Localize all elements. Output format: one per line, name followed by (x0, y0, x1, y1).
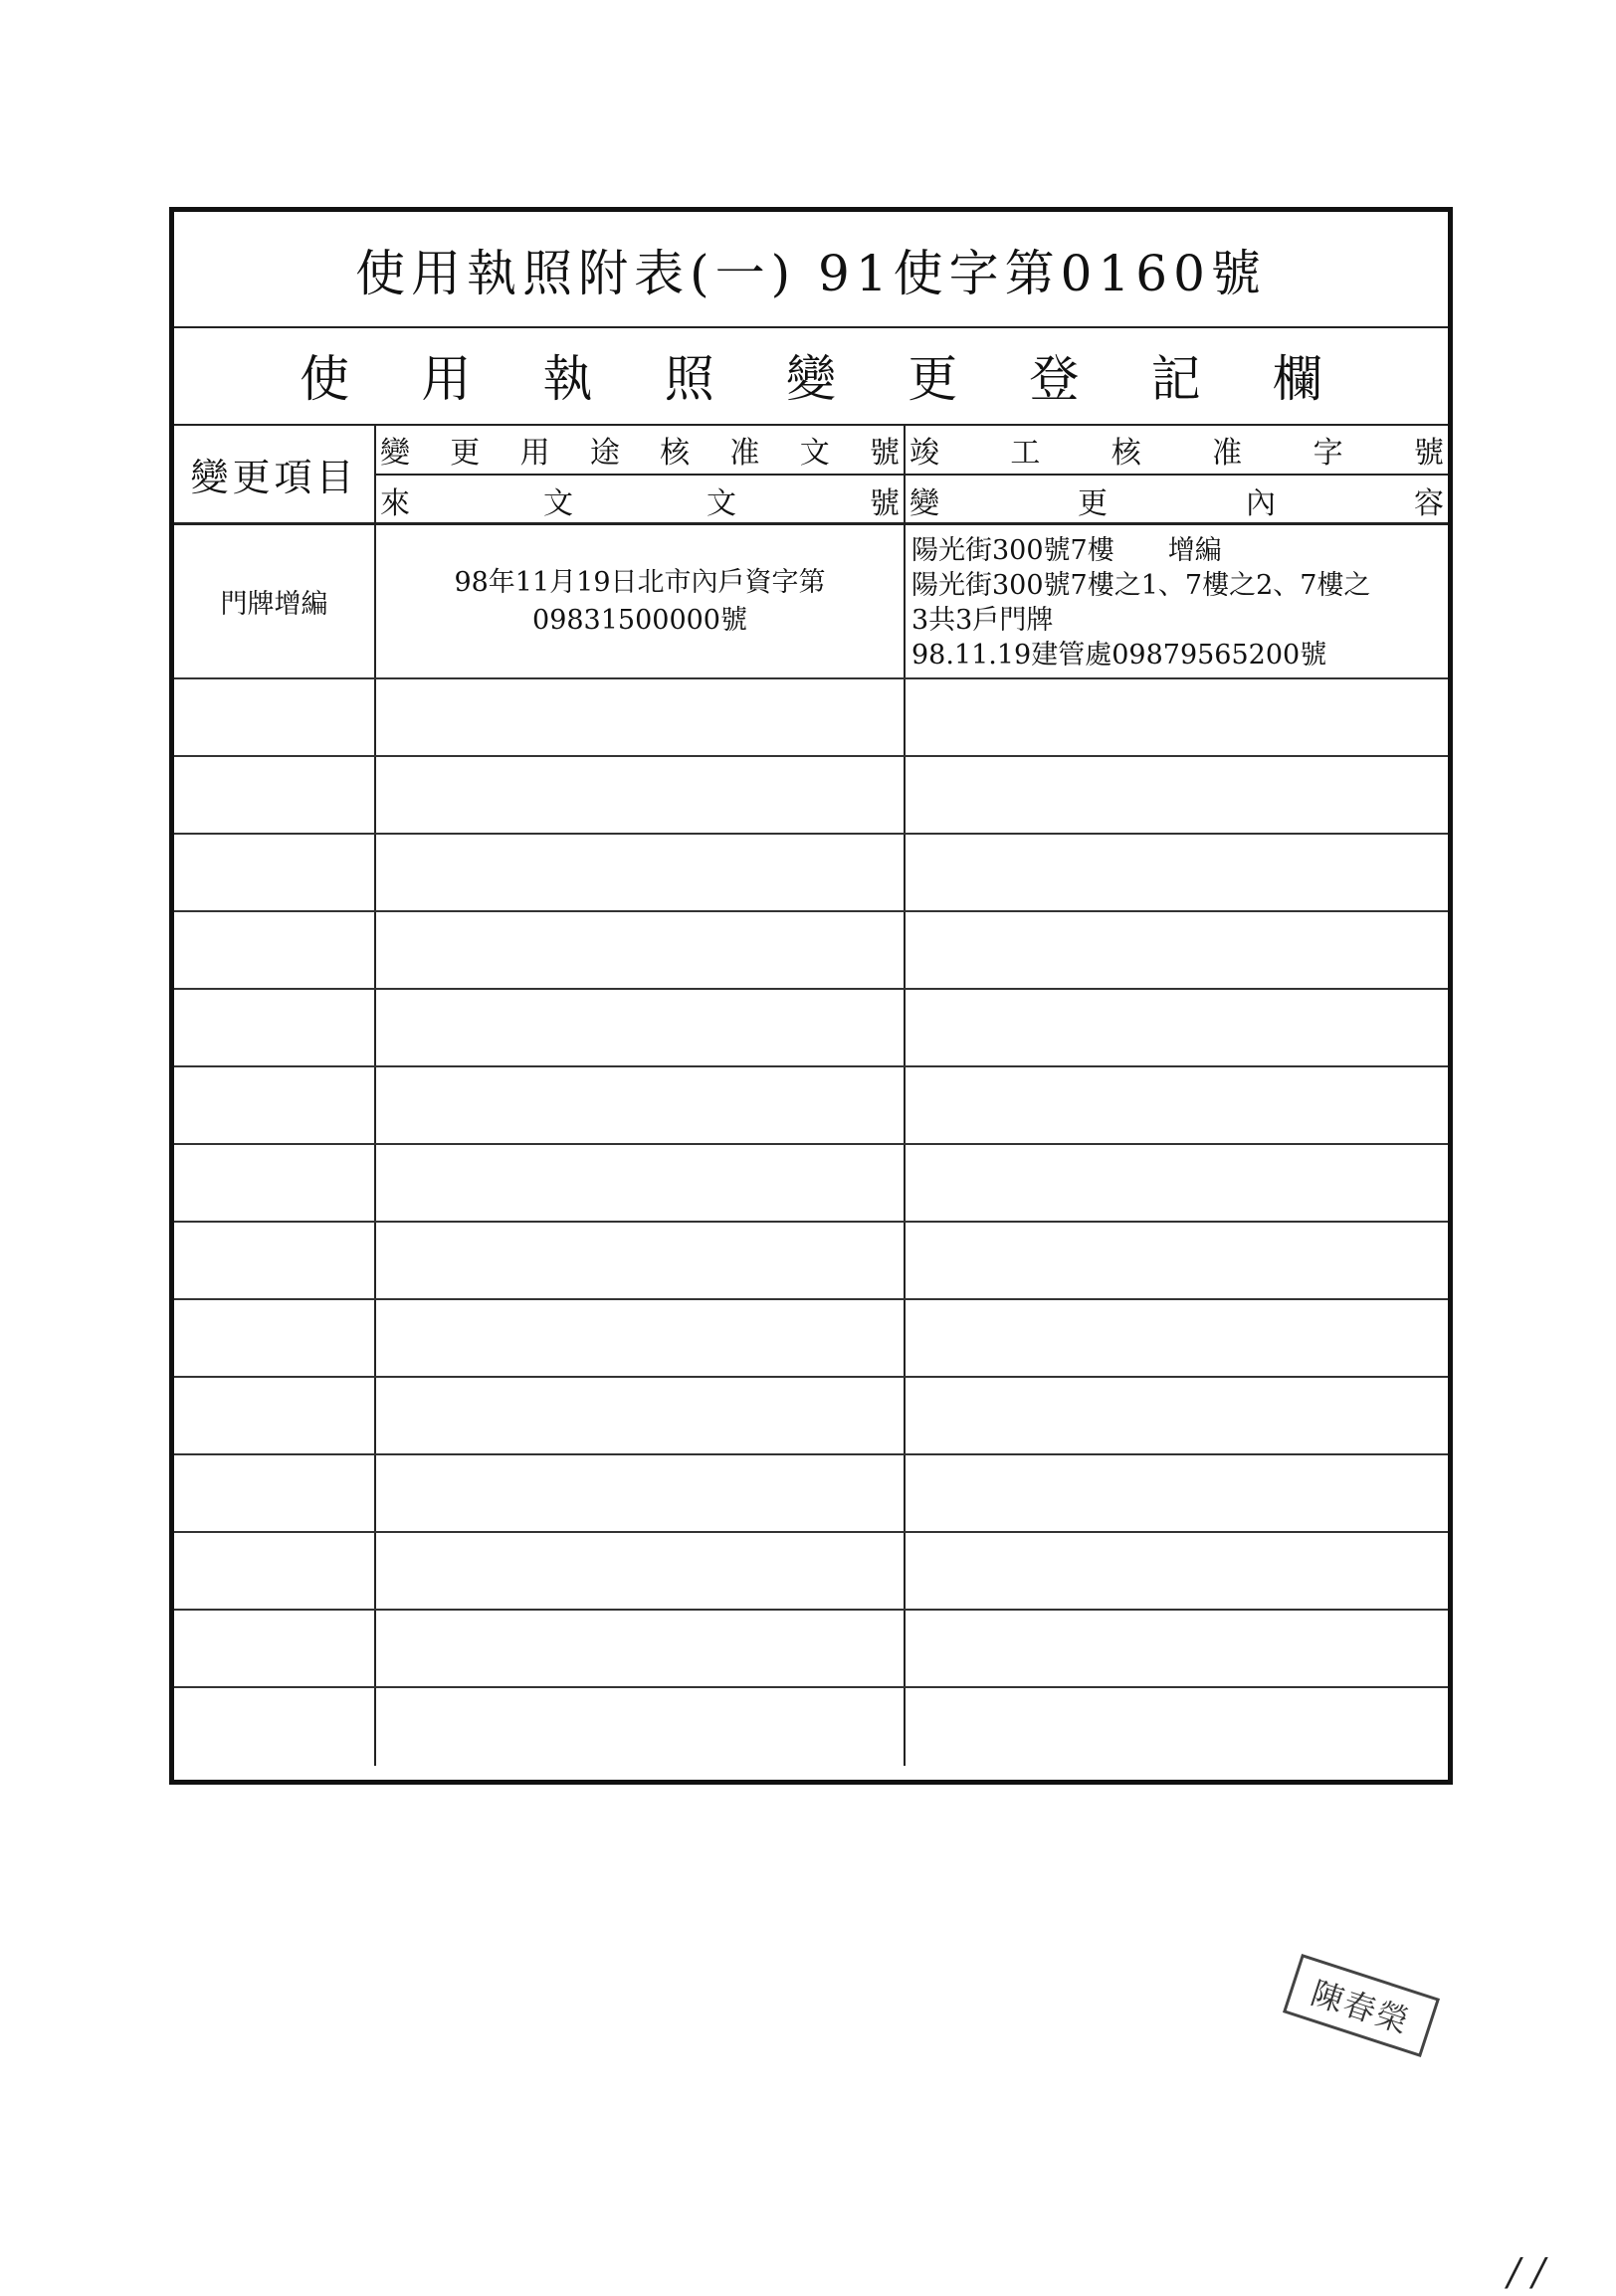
header-char: 字 (1313, 436, 1343, 471)
table-row (174, 1533, 1448, 1611)
approval-doc-line: 98年11月19日北市內戶資字第 (454, 566, 826, 598)
empty-cell (376, 1533, 906, 1609)
subtitle-char: 使 (300, 350, 350, 408)
table-row (174, 990, 1448, 1067)
subtitle-char: 照 (664, 350, 714, 408)
empty-cell (906, 1611, 1448, 1686)
empty-cell (174, 1611, 376, 1686)
approval-doc-cell (376, 525, 906, 677)
header-char: 文 (799, 436, 830, 471)
header-char: 文 (543, 486, 573, 521)
page-mark: / / (1508, 2250, 1545, 2294)
empty-cell (376, 1611, 906, 1686)
empty-cell (174, 679, 376, 755)
header-char: 更 (1078, 486, 1108, 521)
approval-doc-line: 09831500000號 (532, 604, 747, 636)
table-body (174, 525, 1448, 1766)
header-char: 文 (707, 486, 736, 521)
change-content-cell (906, 525, 1448, 677)
table-row (174, 757, 1448, 835)
empty-cell (174, 1533, 376, 1609)
table-row (174, 1455, 1448, 1533)
empty-cell (906, 1455, 1448, 1531)
header-change-content-bottom (906, 476, 1448, 525)
header-change-item-label: 變更項目 (190, 456, 358, 499)
empty-cell (376, 912, 906, 988)
header-approval-doc-bottom (376, 476, 904, 525)
empty-cell (906, 1145, 1448, 1221)
table-row (174, 1223, 1448, 1300)
header-char: 核 (1111, 436, 1141, 471)
table-row (174, 835, 1448, 912)
document-table (169, 207, 1453, 1785)
empty-cell (376, 1145, 906, 1221)
change-content-line: 陽光街300號7樓之1、7樓之2、7樓之 (911, 570, 1371, 601)
table-row (174, 912, 1448, 990)
header-char: 容 (1414, 486, 1444, 521)
table-row (174, 1688, 1448, 1766)
subtitle-char: 欄 (1272, 350, 1322, 408)
table-row (174, 1611, 1448, 1688)
empty-cell (174, 1067, 376, 1143)
header-char: 竣 (909, 436, 939, 471)
empty-cell (906, 1223, 1448, 1298)
header-char: 核 (660, 436, 691, 471)
header-change-item (174, 426, 376, 525)
change-content-line: 98.11.19建管處09879565200號 (911, 640, 1327, 670)
header-char: 內 (1246, 486, 1276, 521)
header-char: 變 (380, 436, 410, 471)
header-char: 工 (1010, 436, 1041, 471)
empty-cell (376, 1455, 906, 1531)
subtitle-char: 用 (421, 350, 472, 408)
empty-cell (174, 1378, 376, 1453)
header-approval-doc (376, 426, 906, 525)
empty-cell (906, 1688, 1448, 1766)
table-row (174, 679, 1448, 757)
change-item-cell: 門牌增編 (174, 525, 376, 677)
empty-cell (174, 1145, 376, 1221)
empty-cell (376, 757, 906, 833)
empty-cell (906, 1300, 1448, 1376)
header-char: 更 (450, 436, 481, 471)
empty-cell (174, 1455, 376, 1531)
empty-cell (376, 1300, 906, 1376)
header-completion-top (906, 426, 1448, 476)
empty-cell (906, 990, 1448, 1065)
empty-cell (376, 1223, 906, 1298)
header-char: 號 (1413, 436, 1444, 471)
empty-cell (376, 1378, 906, 1453)
header-char: 號 (869, 436, 900, 471)
empty-cell (376, 1688, 906, 1766)
empty-cell (376, 679, 906, 755)
empty-cell (376, 835, 906, 910)
table-row (174, 1067, 1448, 1145)
empty-cell (376, 990, 906, 1065)
empty-cell (906, 679, 1448, 755)
change-content-line: 3共3戶門牌 (911, 605, 1054, 636)
table-row (174, 1378, 1448, 1455)
empty-cell (174, 1300, 376, 1376)
subtitle-char: 變 (785, 350, 836, 408)
header-char: 來 (380, 486, 410, 521)
empty-cell (174, 835, 376, 910)
header-char: 變 (909, 486, 939, 521)
empty-cell (906, 1067, 1448, 1143)
header-completion-content (906, 426, 1448, 525)
empty-cell (906, 1378, 1448, 1453)
name-stamp: 陳春榮 (1283, 1954, 1440, 2057)
subtitle-char: 更 (908, 350, 958, 408)
document-title: 使用執照附表(一) 91使字第0160號 (174, 212, 1448, 328)
empty-cell (376, 1067, 906, 1143)
empty-cell (906, 912, 1448, 988)
change-content-line: 陽光街300號7樓 增編 (911, 535, 1222, 566)
header-approval-doc-top (376, 426, 904, 476)
header-char: 用 (519, 436, 550, 471)
empty-cell (174, 757, 376, 833)
header-char: 准 (729, 436, 760, 471)
empty-cell (174, 912, 376, 988)
empty-cell (174, 1223, 376, 1298)
empty-cell (906, 1533, 1448, 1609)
subtitle-char: 記 (1150, 350, 1201, 408)
empty-cell (174, 1688, 376, 1766)
subtitle-char: 登 (1029, 350, 1080, 408)
section-subtitle (174, 326, 1448, 426)
table-row (174, 1145, 1448, 1223)
header-char: 號 (870, 486, 900, 521)
subtitle-char: 執 (542, 350, 593, 408)
empty-cell (906, 757, 1448, 833)
empty-cell (174, 990, 376, 1065)
table-row (174, 1300, 1448, 1378)
empty-cell (906, 835, 1448, 910)
header-char: 准 (1212, 436, 1243, 471)
header-char: 途 (589, 436, 620, 471)
table-row (174, 525, 1448, 679)
